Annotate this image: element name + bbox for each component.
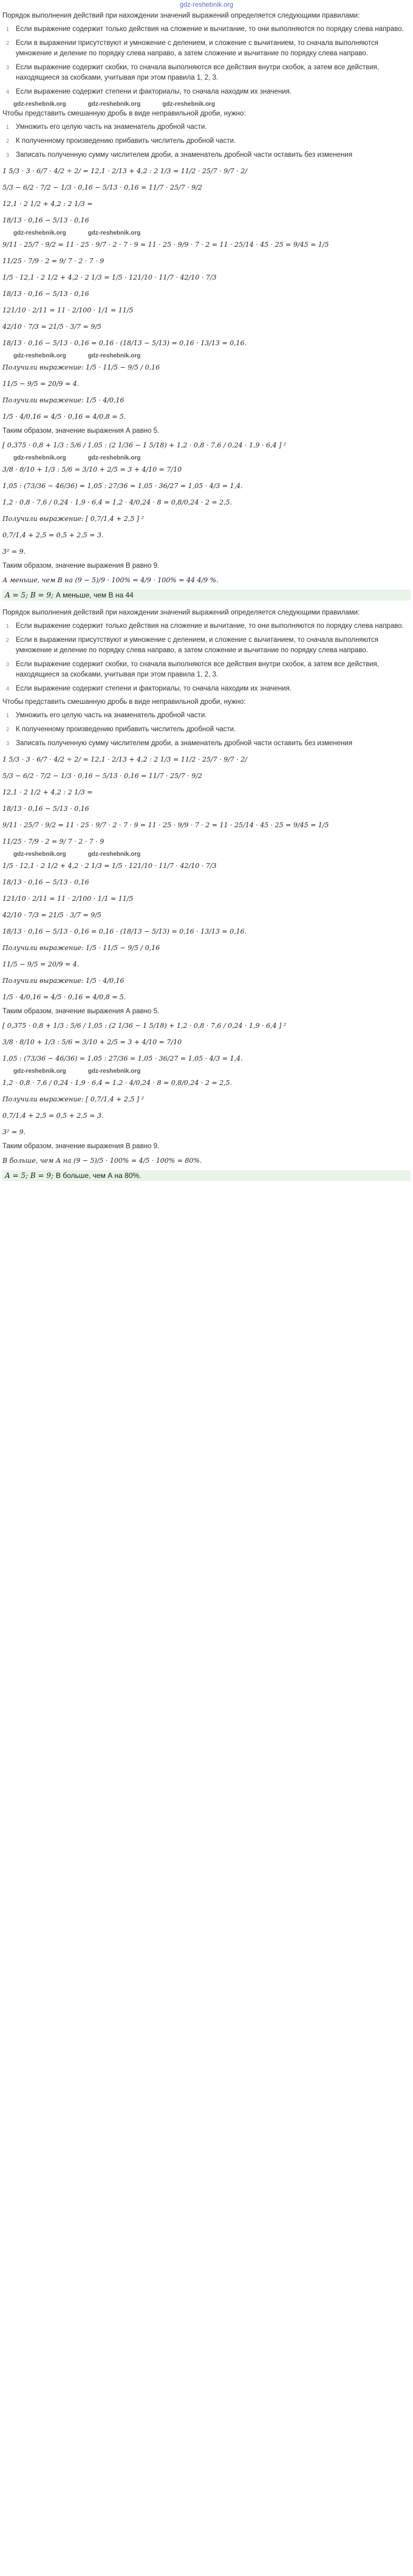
rule-item: 2 Если в выражении присутствуют и умножение с делением, и сложение с вычитанием, то сначала выполняются умножение и деление по порядку слева направо, а затем сложение и вычитание по порядку слева направо. bbox=[6, 636, 379, 654]
site-header[interactable]: gdz-reshebnik.org bbox=[179, 1, 234, 9]
math-line: 5/3 − 6/2 · 7/2 − 1/3 · 0,16 − 5/13 · 0,16 = 11/7 · 25/7 · 9/2 bbox=[2, 772, 202, 780]
rule-item: 3 Если выражение содержит скобки, то сначала выполняются все действия внутри скобок, а затем все действия, находящиеся за скобками, учитывая при этом правила 1, 2, 3. bbox=[6, 64, 379, 81]
rule-item: 3 Если выражение содержит скобки, то сначала выполняются все действия внутри скобок, а затем все действия, находящиеся за скобками, учитывая при этом правила 1, 2, 3. bbox=[6, 661, 379, 678]
step-item: 2 К полученному произведению прибавить числитель дробной части. bbox=[6, 137, 236, 145]
math-line: 1 5/3 · 3 · 6/7 · 4/2 ÷ 2/ = 12,1 · 2/13 + 4,2 : 2 1/3 = 11/2 · 25/7 · 9/7 · 2/ bbox=[2, 167, 247, 175]
answer-tail: В больше, чем А на 80%. bbox=[55, 1171, 142, 1180]
rules-intro: Порядок выполнения действий при нахождении значений выражений определяется следующими правилами: bbox=[2, 609, 360, 616]
steps-list bbox=[2, 709, 411, 751]
math-line: 121/10 · 2/11 = 11 · 2/100 · 1/1 = 11/5 bbox=[2, 306, 134, 314]
math-line: 3² = 9. bbox=[2, 1128, 26, 1136]
answer-tail: А меньше, чем В на 44 bbox=[55, 591, 134, 599]
math-line: Получили выражение: [ 0,7/1,4 + 2,5 ] ² bbox=[2, 1095, 145, 1103]
math-line: 3/8 · 8/10 + 1/3 : 5/6 = 3/10 + 2/5 = 3 + 4/10 = 7/10 bbox=[2, 466, 182, 474]
mixed-fraction-intro: Чтобы представить смешанную дробь в виде неправильной дроби, нужно: bbox=[2, 110, 246, 117]
comparison-label: В больше, чем А на bbox=[2, 1157, 72, 1165]
math-line: 11/25 · 7/9 · 2 = 9/ 7 · 2 · 7 · 9 bbox=[2, 838, 104, 845]
math-line: 1/5 · 4/0,16 = 4/5 · 0,16 = 4/0,8 = 5. bbox=[2, 413, 126, 421]
math-line: 3/8 · 8/10 + 1/3 : 5/6 = 3/10 + 2/5 = 3 + 4/10 = 7/10 bbox=[2, 1038, 182, 1046]
math-line: 11/5 − 9/5 = 20/9 = 4. bbox=[2, 960, 80, 968]
math-line: 0,7/1,4 + 2,5 = 0,5 + 2,5 = 3. bbox=[2, 531, 104, 539]
math-line: 121/10 · 2/11 = 11 · 2/100 · 1/1 = 11/5 bbox=[2, 895, 134, 903]
math-line: 18/13 · 0,16 − 5/13 · 0,16 bbox=[2, 216, 89, 224]
math-line: 1,05 : (73/36 − 46/36) = 1,05 : 27/36 = 1,05 · 36/27 = 1,05 · 4/3 = 1,4. bbox=[2, 482, 243, 490]
math-line: Получили выражение: 1/5 · 11/5 − 9/5 / 0,16 bbox=[2, 363, 160, 371]
math-line: [ 0,375 · 0,8 + 1/3 : 5/6 / 1,05 : (2 1/36 − 1 5/18) + 1,2 · 0,8 · 7,6 / 0,24 · 1,9 · 6,4 ] ² bbox=[2, 1022, 287, 1030]
comparison-formula: (9 − 5)/9 · 100% = 4/9 · 100% = 44 4/9 %. bbox=[75, 576, 219, 584]
watermark-row: gdz-reshebnik.org gdz-reshebnik.org bbox=[13, 851, 141, 858]
watermark-row: gdz-reshebnik.org gdz-reshebnik.org bbox=[13, 455, 141, 461]
mixed-fraction-intro: Чтобы представить смешанную дробь в виде неправильной дроби, нужно: bbox=[2, 698, 246, 706]
math-line: 18/13 · 0,16 − 5/13 · 0,16 bbox=[2, 805, 89, 813]
math-line: [ 0,375 · 0,8 + 1/3 : 5/6 / 1,05 : (2 1/36 − 1 5/18) + 1,2 · 0,8 · 7,6 / 0,24 · 1,9 · 6,4 ] ² bbox=[2, 441, 287, 449]
watermark-row: gdz-reshebnik.org gdz-reshebnik.org bbox=[13, 353, 141, 359]
rule-item: 2 Если в выражении присутствуют и умножение с делением, и сложение с вычитанием, то сначала выполняются умножение и деление по порядку слева направо, а затем сложение и вычитание по порядку слева направо. bbox=[6, 40, 379, 57]
math-line: 18/13 · 0,16 − 5/13 · 0,16 bbox=[2, 878, 89, 886]
result-a-text: Таким образом, значение выражения А равно 5. bbox=[2, 1008, 160, 1015]
watermark-row: gdz-reshebnik.org gdz-reshebnik.org bbox=[13, 1068, 141, 1075]
rule-item: 1 Если выражение содержит только действия на сложение и вычитание, то они выполняются по порядку слева направо. bbox=[6, 26, 404, 33]
math-line: 3² = 9. bbox=[2, 548, 26, 556]
math-line: 42/10 · 7/3 = 21/5 · 3/7 = 9/5 bbox=[2, 323, 101, 331]
step-item: 2 К полученному произведению прибавить числитель дробной части. bbox=[6, 726, 236, 733]
rule-item: 1 Если выражение содержит только действия на сложение и вычитание, то они выполняются по порядку слева направо. bbox=[6, 622, 404, 630]
math-line: 9/11 · 25/7 · 9/2 = 11 · 25 · 9/7 · 2 · 7 · 9 = 11 · 25 · 9/9 · 7 · 2 = 11 · 25/14 · 45 · 25 = 9/45 = 1/5 bbox=[2, 821, 329, 829]
math-line bbox=[2, 573, 411, 588]
math-line: 18/13 · 0,16 − 5/13 · 0,16 = 0,16 · (18/13 − 5/13) = 0,16 · 13/13 = 0,16. bbox=[2, 928, 247, 935]
rules-intro: Порядок выполнения действий при нахождении значений выражений определяется следующими правилами: bbox=[2, 12, 360, 19]
answer-box bbox=[2, 1170, 411, 1181]
step-item: 1 Умножить его целую часть на знаменатель дробной части. bbox=[6, 712, 207, 719]
result-b-text: Таким образом, значение выражения В равно 9. bbox=[2, 1143, 160, 1150]
math-line: 42/10 · 7/3 = 21/5 · 3/7 = 9/5 bbox=[2, 911, 101, 919]
math-line bbox=[2, 1153, 411, 1169]
answer-values: A = 5; B = 9; bbox=[5, 591, 54, 599]
math-line: 9/11 · 25/7 · 9/2 = 11 · 25 · 9/7 · 2 · 7 · 9 = 11 · 25 · 9/9 · 7 · 2 = 11 · 25/14 · 45 · 25 = 9/45 = 1/5 bbox=[2, 241, 329, 249]
math-line: 1/5 · 4/0,16 = 4/5 · 0,16 = 4/0,8 = 5. bbox=[2, 993, 126, 1001]
math-line: 18/13 · 0,16 − 5/13 · 0,16 bbox=[2, 290, 89, 298]
comparison-label: А меньше, чем В на bbox=[2, 576, 73, 584]
steps-list bbox=[2, 120, 411, 162]
rule-item: 4 Если выражение содержит степени и факториалы, то сначала находим их значения. bbox=[6, 685, 292, 692]
math-line: Получили выражение: 1/5 · 4/0,16 bbox=[2, 977, 125, 985]
math-line: 1/5 · 12,1 · 2 1/2 + 4,2 · 2 1/3 = 1/5 · 121/10 · 11/7 · 42/10 · 7/3 bbox=[2, 274, 217, 281]
solution-block-2 bbox=[0, 608, 413, 1181]
result-b-text: Таким образом, значение выражения В равно 9. bbox=[2, 562, 160, 570]
result-a-text: Таким образом, значение выражения А равно 5. bbox=[2, 427, 160, 435]
math-line: 1/5 · 12,1 · 2 1/2 + 4,2 · 2 1/3 = 1/5 · 121/10 · 11/7 · 42/10 · 7/3 bbox=[2, 862, 217, 870]
math-line: 18/13 · 0,16 − 5/13 · 0,16 = 0,16 · (18/13 − 5/13) = 0,16 · 13/13 = 0,16. bbox=[2, 339, 247, 347]
math-line: Получили выражение: [ 0,7/1,4 + 2,5 ] ² bbox=[2, 515, 145, 523]
rules-list bbox=[2, 22, 411, 99]
step-item: 3 Записать полученную сумму числителем дроби, а знаменатель дробной части оставить без изменения bbox=[6, 740, 353, 747]
math-line: 1,2 · 0,8 · 7,6 / 0,24 · 1,9 · 6,4 = 1,2 · 4/0,24 · 8 = 0,8/0,24 · 2 = 2,5. bbox=[2, 498, 233, 506]
math-line: 1,05 : (73/36 − 46/36) = 1,05 : 27/36 = 1,05 · 36/27 = 1,05 · 4/3 = 1,4. bbox=[2, 1055, 243, 1062]
answer-box bbox=[2, 590, 411, 601]
answer-values: A = 5; B = 9; bbox=[5, 1171, 54, 1180]
rules-list bbox=[2, 619, 411, 696]
math-line: 1,2 · 0,8 · 7,6 / 0,24 · 1,9 · 6,4 = 1,2 · 4/0,24 · 8 = 0,8/0,24 · 2 = 2,5. bbox=[2, 1079, 233, 1087]
math-line: 12,1 · 2 1/2 + 4,2 : 2 1/3 = bbox=[2, 200, 93, 208]
watermark-row: gdz-reshebnik.org gdz-reshebnik.org bbox=[13, 230, 141, 236]
math-line: Получили выражение: 1/5 · 4/0,16 bbox=[2, 396, 125, 404]
watermark-row: gdz-reshebnik.org gdz-reshebnik.org gdz-reshebnik.org bbox=[13, 101, 216, 108]
comparison-formula: (9 − 5)/5 · 100% = 4/5 · 100% = 80%. bbox=[73, 1157, 202, 1165]
math-line: 0,7/1,4 + 2,5 = 0,5 + 2,5 = 3. bbox=[2, 1112, 104, 1120]
solution-block-1 bbox=[0, 11, 413, 601]
math-line: 5/3 − 6/2 · 7/2 − 1/3 · 0,16 − 5/13 · 0,16 = 11/7 · 25/7 · 9/2 bbox=[2, 184, 202, 191]
step-item: 3 Записать полученную сумму числителем дроби, а знаменатель дробной части оставить без изменения bbox=[6, 151, 353, 159]
math-line: 12,1 · 2 1/2 + 4,2 : 2 1/3 = bbox=[2, 788, 93, 796]
rule-item: 4 Если выражение содержит степени и факториалы, то сначала находим их значения. bbox=[6, 88, 292, 95]
math-line: 11/5 − 9/5 = 20/9 = 4. bbox=[2, 380, 80, 388]
math-line: 11/25 · 7/9 · 2 = 9/ 7 · 2 · 7 · 9 bbox=[2, 257, 104, 265]
math-line: Получили выражение: 1/5 · 11/5 − 9/5 / 0,16 bbox=[2, 944, 160, 952]
math-line: 1 5/3 · 3 · 6/7 · 4/2 ÷ 2/ = 12,1 · 2/13 + 4,2 : 2 1/3 = 11/2 · 25/7 · 9/7 · 2/ bbox=[2, 756, 247, 763]
step-item: 1 Умножить его целую часть на знаменатель дробной части. bbox=[6, 123, 207, 131]
